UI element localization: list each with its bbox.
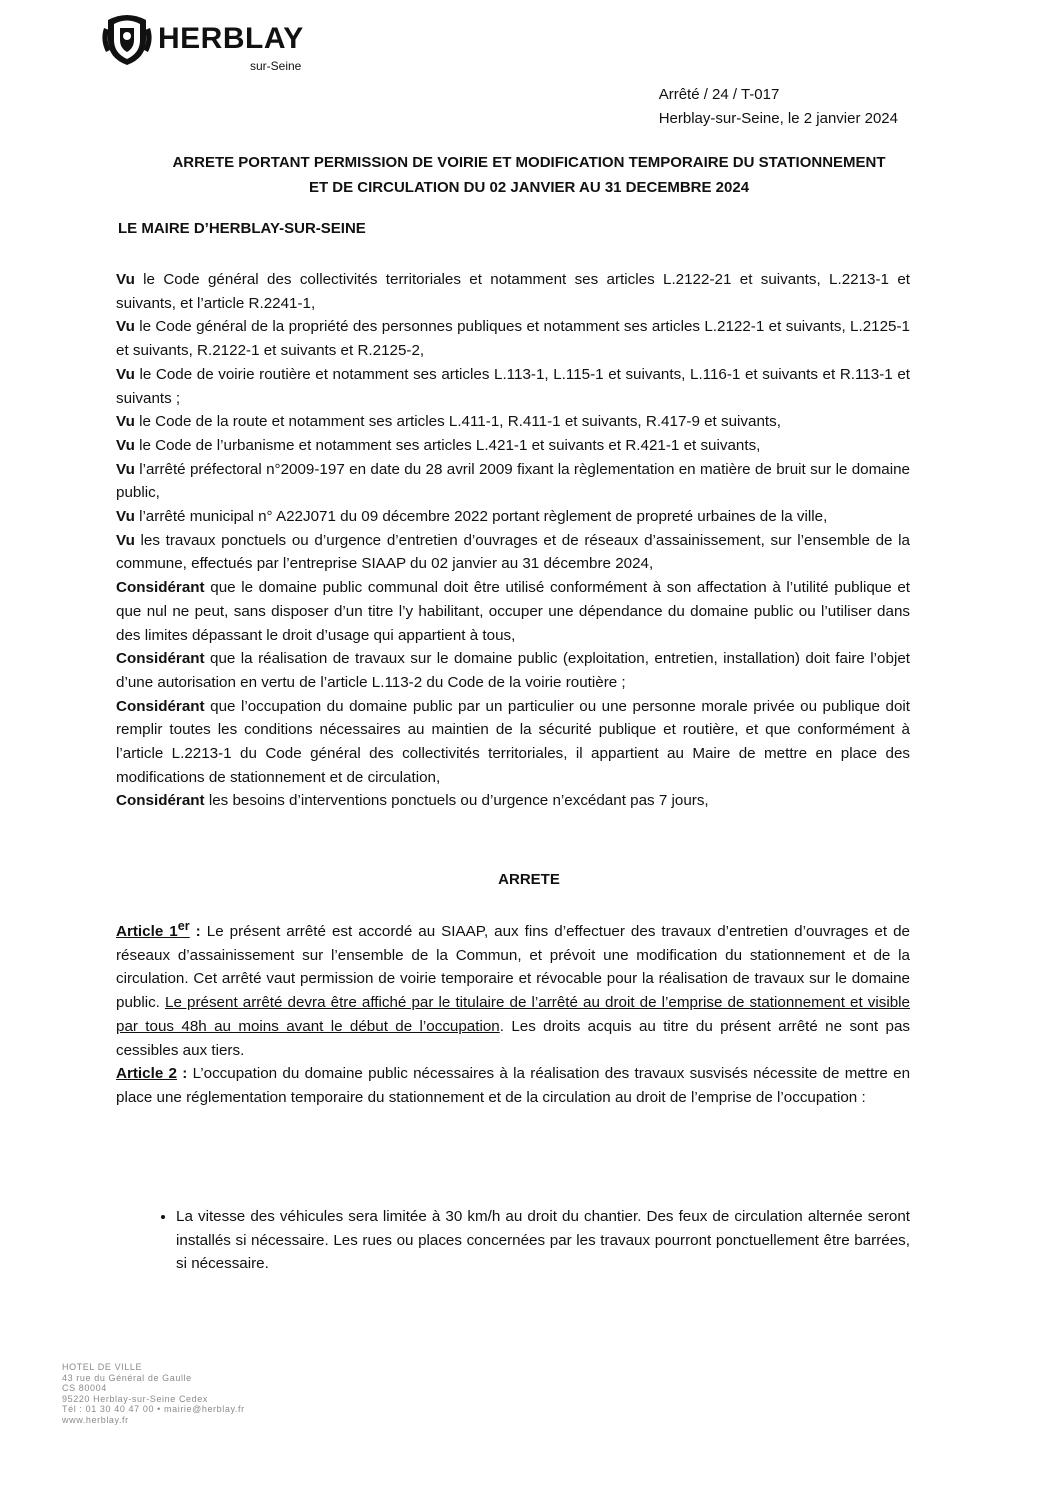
visa-item <box>116 434 910 458</box>
footer-line: www.herblay.fr <box>62 1414 129 1425</box>
considering-item <box>116 789 910 813</box>
visa-lead: Vu <box>116 413 135 431</box>
considering-item <box>116 695 910 790</box>
document-title <box>110 150 948 200</box>
considering-item <box>116 576 910 647</box>
article-1-label: Article 1er <box>116 919 190 941</box>
article-1 <box>116 915 910 1062</box>
footer-address <box>62 1362 245 1425</box>
footer-line: Tél : 01 30 40 47 00 • mairie@herblay.fr <box>62 1404 245 1414</box>
visa-text: le Code général des collectivités territoriales et notamment ses articles L.2122-21 et suivants, L.2213-1 et suivants, et l’article R.2241-1, <box>116 271 910 312</box>
visa-item <box>116 315 910 362</box>
visa-item <box>116 410 910 434</box>
reference-number: Arrêté / 24 / T-017 <box>658 86 780 103</box>
article-2 <box>116 1062 910 1109</box>
visa-lead: Vu <box>116 508 135 526</box>
considering-lead: Considérant <box>116 792 205 810</box>
visa-lead: Vu <box>116 318 135 336</box>
measures-list <box>146 1205 910 1276</box>
considering-lead: Considérant <box>116 579 205 597</box>
considering-text: que la réalisation de travaux sur le domaine public (exploitation, entretien, installation) doit faire l’objet d’une autorisation en vertu de l’article L.113-2 du Code de la voirie routière ; <box>116 650 910 691</box>
visa-text: l’arrêté préfectoral n°2009-197 en date du 28 avril 2009 fixant la règlementation en matière de bruit sur le domaine public, <box>116 460 910 502</box>
visa-lead: Vu <box>116 436 135 454</box>
visa-text: le Code de la route et notamment ses articles L.411-1, R.411-1 et suivants, R.417-9 et suivants, <box>134 413 781 431</box>
title-line-1: ARRETE PORTANT PERMISSION DE VOIRIE ET MODIFICATION TEMPORAIRE DU STATIONNEMENT <box>172 154 886 171</box>
considering-item <box>116 647 910 694</box>
place-date: Herblay-sur-Seine, le 2 janvier 2024 <box>658 110 898 127</box>
logo-subtitle: sur-Seine <box>250 59 302 73</box>
footer-line: CS 80004 <box>62 1383 107 1393</box>
considering-lead: Considérant <box>116 697 205 715</box>
articles-section <box>116 915 910 1110</box>
reference-block <box>659 83 898 131</box>
visa-text: les travaux ponctuels ou d’urgence d’entretien d’ouvrages et de réseaux d’assainissement, sur l’ensemble de la commune, effectués par l’entreprise SIAAP du 02 janvier au 31 décembre 2024, <box>116 531 910 573</box>
list-item: • La vitesse des véhicules sera limitée à 30 km/h au droit du chantier. Des feux de circulation alternée seront installés si nécessaire. Les rues ou places concernées par les travaux pourront ponctuellement être barrées, si nécessaire. <box>176 1205 910 1276</box>
article-1-colon: : <box>189 923 201 941</box>
arrete-heading: ARRETE <box>498 871 560 888</box>
coat-of-arms-icon <box>100 10 154 66</box>
article-2-colon: : <box>177 1065 188 1083</box>
article-2-label: Article 2 <box>116 1065 178 1083</box>
visa-text: le Code général de la propriété des personnes publiques et notamment ses articles L.2122-1 et suivants, L.2125-1 et suivants, R.2122-1 et suivants et R.2125-2, <box>116 318 910 360</box>
mayor-heading: LE MAIRE D’HERBLAY-SUR-SEINE <box>118 220 366 237</box>
footer-line: 43 rue du Général de Gaulle <box>62 1372 192 1383</box>
considering-text: les besoins d’interventions ponctuels ou d’urgence n’excédant pas 7 jours, <box>204 792 709 810</box>
herblay-logo <box>100 10 320 74</box>
article-1-tail: . Les droits acquis au titre du présent arrêté ne sont pas cessibles aux tiers. <box>116 1017 910 1059</box>
visa-lead: Vu <box>116 365 135 383</box>
article-2-text: L’occupation du domaine public nécessaires à la réalisation des travaux susvisés nécessite de mettre en place une réglementation temporaire du stationnement et de la circulation au droit de l’emprise de l’occupation : <box>116 1065 911 1106</box>
visa-item <box>116 458 910 505</box>
considering-text: que l’occupation du domaine public par un particulier ou une personne morale privée ou publique doit remplir toutes les conditions nécessaires au maintien de la sécurité publique et routière, et que conformément à l’article L.2213-1 du Code général des collectivités territoriales, il appartient au Maire de mettre en place des modifications de stationnement et de circulation, <box>116 697 910 786</box>
visa-lead: Vu <box>116 531 135 549</box>
visa-text: le Code de l’urbanisme et notamment ses articles L.421-1 et suivants et R.421-1 et suivants, <box>134 436 761 454</box>
footer-line: 95220 Herblay-sur-Seine Cedex <box>62 1393 208 1404</box>
visa-item <box>116 529 910 576</box>
visa-item <box>116 363 910 410</box>
logo-name: HERBLAY <box>158 22 304 55</box>
article-1-posting-notice: Le présent arrêté devra être affiché par le titulaire de l’arrêté au droit de l’emprise de stationnement et visible par tous 48h au moins avant le début de l’occupation <box>116 994 911 1035</box>
visa-item <box>116 268 910 315</box>
visa-item <box>116 505 910 529</box>
considering-text: que le domaine public communal doit être utilisé conformément à son affectation à l’utilité publique et que nul ne peut, sans disposer d’un titre l’y habilitant, occuper une dépendance du domaine public ou l’utiliser dans des limites dépassant le droit d’usage qui appartient à tous, <box>116 579 910 644</box>
visa-text: le Code de voirie routière et notamment ses articles L.113-1, L.115-1 et suivants, L.116-1 et suivants et R.113-1 et suivants ; <box>116 365 910 407</box>
article-1-text: Le présent arrêté est accordé au SIAAP, aux fins d’effectuer des travaux d’entretien d’ouvrages et de réseaux d’assainissement sur l’ensemble de la Commun, et prévoit une modification du stationnement et de la circulation. Cet arrêté vaut permission de voirie temporaire et révocable pour la réalisation de travaux sur le domaine public. <box>116 923 910 1012</box>
visas-section <box>116 268 910 813</box>
footer-line: HOTEL DE VILLE <box>62 1362 143 1372</box>
title-line-2: ET DE CIRCULATION DU 02 JANVIER AU 31 DECEMBRE 2024 <box>308 179 750 196</box>
visa-lead: Vu <box>116 271 135 288</box>
visa-lead: Vu <box>116 460 135 478</box>
visa-text: l’arrêté municipal n° A22J071 du 09 décembre 2022 portant règlement de propreté urbaines de la ville, <box>134 508 828 526</box>
considering-lead: Considérant <box>116 650 205 668</box>
